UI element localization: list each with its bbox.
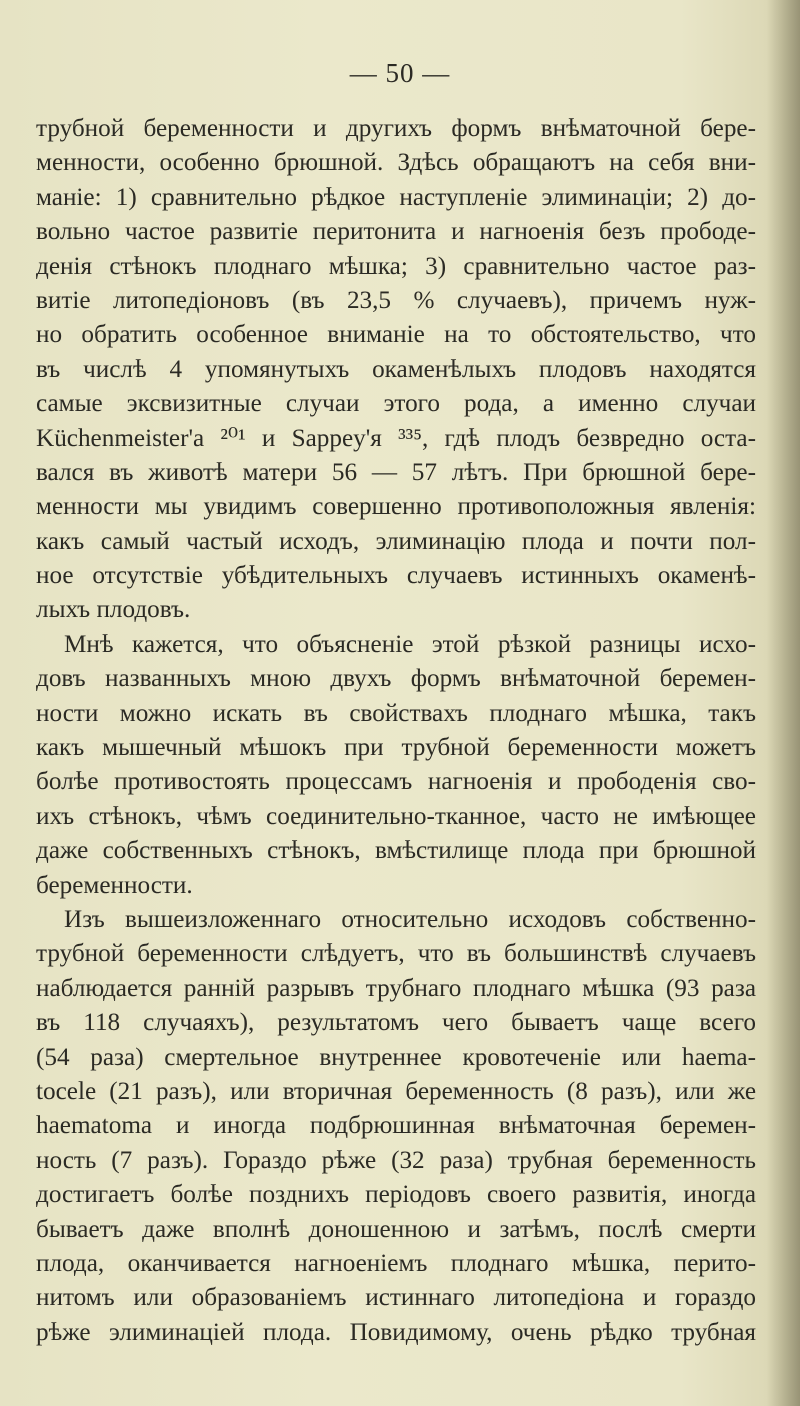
- text-line: самые эксвизитные случаи этого рода, а именно случаи: [36, 390, 756, 418]
- text-line: даже собственныхъ стѣнокъ, вмѣстилище плода при брюшной: [36, 837, 756, 865]
- text-line: ное отсутствіе убѣдительныхъ случаевъ истинныхъ окаменѣ-: [36, 562, 756, 590]
- text-line: Изъ вышеизложеннаго относительно исходовъ собственно-: [64, 905, 756, 933]
- text-line: трубной беременности слѣдуетъ, что въ большинствѣ случаевъ: [36, 940, 756, 968]
- text-line: ности можно искать въ свойствахъ плоднаго мѣшка, такъ: [36, 699, 756, 727]
- text-line: haematoma и иногда подбрюшинная внѣматочная беремен-: [36, 1112, 756, 1140]
- text-line: вольно частое развитіе перитонита и нагноенія безъ прободе-: [36, 218, 756, 246]
- text-line: трубной беременности и другихъ формъ внѣматочной бере-: [36, 115, 756, 142]
- text-line: рѣже элиминаціей плода. Повидимому, очень рѣдко трубная: [36, 1318, 756, 1346]
- text-line: tocele (21 разъ), или вторичная беременность (8 разъ), или же: [36, 1077, 756, 1105]
- text-line: но обратить особенное вниманіе на то обстоятельство, что: [36, 321, 756, 349]
- text-line: менности мы увидимъ совершенно противоположныя явленія:: [36, 493, 756, 521]
- text-line: нитомъ или образованіемъ истиннаго литопедіона и гораздо: [36, 1284, 756, 1312]
- text-line: (54 раза) смертельное внутреннее кровотеченіе или haema-: [36, 1043, 756, 1071]
- text-line: бываетъ даже вполнѣ доношенною и затѣмъ, послѣ смерти: [36, 1215, 756, 1243]
- text-line: какъ самый частый исходъ, элиминацію плода и почти пол-: [36, 527, 756, 555]
- text-line: Мнѣ кажется, что объясненіе этой рѣзкой разницы исхо-: [64, 630, 756, 658]
- text-line: витіе литопедіоновъ (въ 23,5 % случаевъ), причемъ нуж-: [36, 286, 756, 314]
- text-line: менности, особенно брюшной. Здѣсь обращаютъ на себя вни-: [36, 149, 756, 177]
- text-line: болѣе противостоять процессамъ нагноенія и прободенія сво-: [36, 768, 756, 796]
- body-text: [36, 112, 756, 1350]
- text-line: лыхъ плодовъ.: [36, 596, 191, 624]
- text-line: въ числѣ 4 упомянутыхъ окаменѣлыхъ плодовъ находятся: [36, 355, 756, 383]
- text-line: достигаетъ болѣе позднихъ періодовъ своего развитія, иногда: [36, 1181, 756, 1209]
- text-line: маніе: 1) сравнительно рѣдкое наступленіе элиминаціи; 2) до-: [36, 183, 756, 211]
- text-line: Küchenmeister'a ²⁰¹ и Sappey'я ³³⁵, гдѣ плодъ безвредно оста-: [36, 424, 756, 452]
- text-line: вался въ животѣ матери 56 — 57 лѣтъ. При брюшной бере-: [36, 458, 756, 486]
- text-line: наблюдается ранній разрывъ трубнаго плоднаго мѣшка (93 раза: [36, 974, 756, 1002]
- page-edge-shadow: [766, 0, 800, 1406]
- text-line: какъ мышечный мѣшокъ при трубной беременности можетъ: [36, 734, 756, 762]
- text-line: беременности.: [36, 871, 193, 899]
- text-line: въ 118 случаяхъ), результатомъ чего бываетъ чаще всего: [36, 1009, 756, 1037]
- text-line: денія стѣнокъ плоднаго мѣшка; 3) сравнительно частое раз-: [36, 252, 756, 280]
- text-line: плода, оканчивается нагноеніемъ плоднаго мѣшка, перито-: [36, 1249, 756, 1277]
- text-line: ихъ стѣнокъ, чѣмъ соединительно-тканное, часто не имѣющее: [36, 802, 756, 830]
- text-line: ность (7 разъ). Гораздо рѣже (32 раза) трубная беременность: [36, 1146, 756, 1174]
- text-line: довъ названныхъ мною двухъ формъ внѣматочной беремен-: [36, 665, 756, 693]
- page-number: — 50 —: [349, 58, 451, 88]
